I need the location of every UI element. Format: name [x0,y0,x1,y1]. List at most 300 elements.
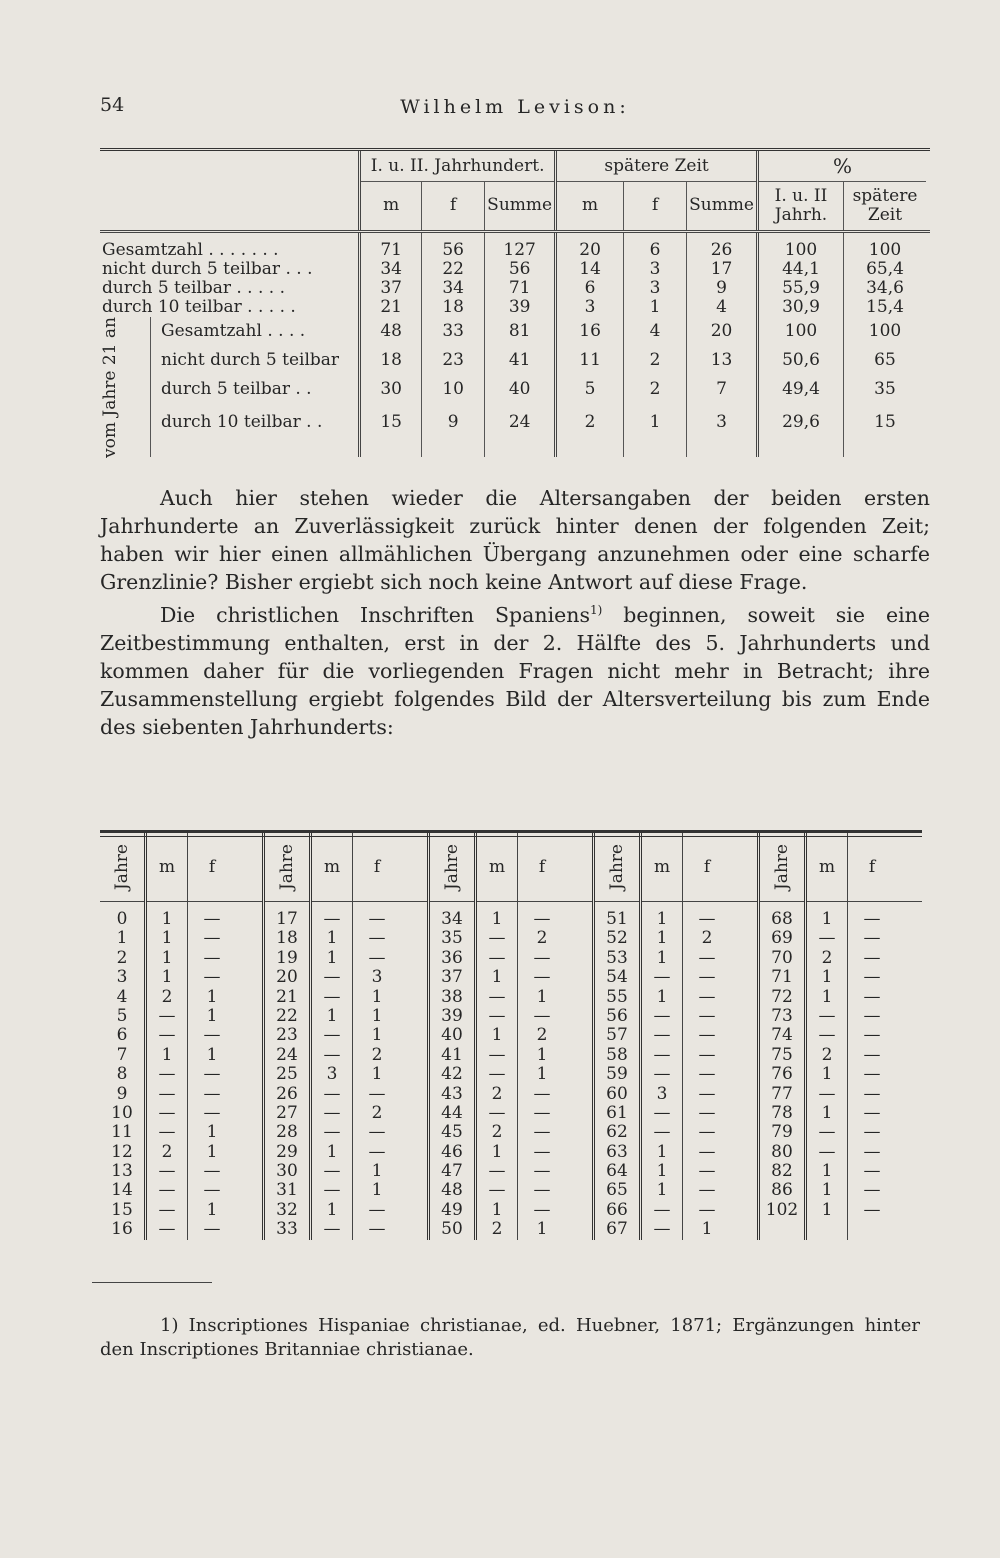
table-cell: — [698,986,716,1007]
col-header-m: m [360,182,422,232]
table-cell: — [488,1161,506,1182]
column-age [100,833,147,1240]
table-cell: 68 [771,909,793,929]
table-cell: 21 [276,986,298,1007]
table-cell: 1 [821,967,833,988]
table-cell: 1 [536,1044,548,1065]
table-cell: — [863,1044,881,1065]
column-header: Jahre [430,833,474,902]
column-header: f [683,833,731,902]
table-cell: 1 [161,967,173,988]
table-cell: 7 [116,1044,128,1065]
table-cell: 1 [161,947,173,968]
table-cell: 54 [606,967,628,988]
table-cell: 61 [606,1102,628,1123]
column-age [265,833,312,1240]
table-cell: 2 [161,1141,173,1162]
column-header: m [642,833,682,902]
column-header: m [477,833,517,902]
table-cell: — [203,967,221,988]
table-cell: 44 [441,1102,463,1123]
table-cell: — [368,1219,386,1240]
table-cell: — [698,1005,716,1026]
table-cell: — [158,1025,176,1046]
table-cell: 1 [821,1161,833,1182]
table-cell: 72 [771,986,793,1007]
table-cell: — [323,1083,341,1104]
table-cell: 46 [441,1141,463,1162]
column-header: Jahre [595,833,639,902]
table-cell: 8 [116,1064,128,1085]
column-header: Jahre [760,833,804,902]
table-cell: — [323,1161,341,1182]
table-cell: 13 [111,1161,133,1182]
table-cell: 73 [771,1005,793,1026]
column-header: f [188,833,236,902]
table-cell: 78 [771,1102,793,1123]
table-cell: — [863,1141,881,1162]
table-cell: — [698,1141,716,1162]
table-cell: 42 [441,1064,463,1085]
column-f [518,833,566,1240]
table-cell: 1 [821,1102,833,1123]
table-cell: 52 [606,928,628,949]
table-cell: 102 [765,1199,799,1220]
table-cell: 1 [116,928,128,949]
table-cell: — [203,1102,221,1123]
table-cell: 3 [656,1083,668,1104]
table-cell: 2 [821,947,833,968]
table-row: durch 10 teilbar . . . . . 21 18 39 3 1 4 30,9 15,4 [100,298,930,317]
table-cell: 19 [276,947,298,968]
table-cell: — [323,1102,341,1123]
column-m [147,833,188,1240]
table-cell: — [368,947,386,968]
table-cell: — [488,928,506,949]
table-cell: — [698,1025,716,1046]
table-cell: — [653,1005,671,1026]
age-group-column [427,833,592,1240]
table-cell: — [698,909,716,929]
table-cell: — [203,947,221,968]
page-number: 54 [100,94,125,116]
age-statistics-table [100,148,930,457]
table-cell: 77 [771,1083,793,1104]
age-group-column [262,833,427,1240]
table-cell: 1 [491,1199,503,1220]
table-cell: — [368,1199,386,1220]
table-cell: — [323,986,341,1007]
table-cell: 2 [371,1102,383,1123]
footnote-rule [92,1282,212,1283]
table-cell: 86 [771,1180,793,1201]
table-cell: 1 [206,1141,218,1162]
table-cell: 48 [441,1180,463,1201]
body-text [100,484,930,741]
running-title: Wilhelm Levison: [400,96,630,118]
table-cell: 1 [206,1005,218,1026]
table-row: nicht durch 5 teilbar 18 23 41 11 2 13 50,6 65 [100,346,930,375]
table-cell: 76 [771,1064,793,1085]
table-cell: 1 [371,1005,383,1026]
page-header [100,90,930,120]
table-cell: 51 [606,909,628,929]
column-age [430,833,477,1240]
table-cell: 3 [116,967,128,988]
column-f [848,833,896,1240]
age-group-column [592,833,757,1240]
table-cell: — [158,1064,176,1085]
table-cell: 1 [491,1141,503,1162]
table-cell: — [533,1161,551,1182]
table-cell: — [203,1083,221,1104]
table-cell: 32 [276,1199,298,1220]
table-cell: 15 [111,1199,133,1220]
table-cell: 1 [536,986,548,1007]
col-header-f: f [422,182,485,232]
table-cell: — [203,1161,221,1182]
table-cell: 1 [656,986,668,1007]
group-header-1-2-century: I. u. II. Jahrhundert. [360,151,556,182]
table-cell: 34 [441,909,463,929]
table-cell: 2 [116,947,128,968]
table-cell: 1 [536,1219,548,1240]
table-cell: 1 [821,1180,833,1201]
table-cell: 26 [276,1083,298,1104]
table-cell: 82 [771,1161,793,1182]
table-cell: 1 [161,928,173,949]
table-cell: 69 [771,928,793,949]
table-cell: 1 [821,1064,833,1085]
table-cell: 2 [161,986,173,1007]
table-cell: — [698,1102,716,1123]
table-cell: 1 [326,928,338,949]
table-cell: — [533,1141,551,1162]
table-cell: 22 [276,1005,298,1026]
table-cell: — [863,1122,881,1143]
table-cell: 1 [491,967,503,988]
table-cell: — [203,1064,221,1085]
column-header: m [312,833,352,902]
table-cell: — [653,1102,671,1123]
table-cell: 1 [491,909,503,929]
footnote: 1) Inscriptiones Hispaniae christianae, ed. Huebner, 1871; Ergänzungen hinter den Inscriptiones Britanniae christianae. [100,1315,920,1360]
table-cell: — [698,947,716,968]
table-cell: 10 [111,1102,133,1123]
table-cell: 67 [606,1219,628,1240]
table-cell: 29 [276,1141,298,1162]
table-cell: — [368,1141,386,1162]
table-cell: — [203,909,221,929]
table-cell: — [653,1122,671,1143]
table-cell: 1 [701,1219,713,1240]
table-cell: — [533,1180,551,1201]
age-group-column [100,833,262,1240]
table-cell: 1 [206,1122,218,1143]
table-cell: — [818,1122,836,1143]
column-m [477,833,518,1240]
table-cell: 1 [656,1161,668,1182]
table-cell: — [818,1083,836,1104]
table-cell: 1 [206,1199,218,1220]
table-cell: — [863,1083,881,1104]
table-cell: 3 [326,1064,338,1085]
side-label-from-year-21: vom Jahre 21 an [100,316,120,458]
table-cell: 58 [606,1044,628,1065]
table-cell: — [698,1161,716,1182]
table-cell: — [158,1161,176,1182]
age-group-column [757,833,922,1240]
table-cell: — [158,1005,176,1026]
table-cell: — [533,967,551,988]
table-cell: — [863,1180,881,1201]
table-cell: 1 [491,1025,503,1046]
table-cell: — [158,1180,176,1201]
column-header: f [848,833,896,902]
paragraph: Die christlichen Inschriften Spaniens$^{1)}$ beginnen, soweit sie eine Zeitbestimmung enthalten, erst in der 2. Hälfte des 5. Jahrhunderts und kommen daher für die vorliegenden Fragen nicht mehr in Betracht; ihre Zusammenstellung ergiebt folgendes Bild der Altersverteilung bis zum Ende des siebenten Jahrhunderts: [100,602,930,739]
table-row: durch 10 teilbar . . 15 9 24 2 1 3 29,6 15 [100,404,930,458]
table-cell: — [698,1180,716,1201]
table-cell: 14 [111,1180,133,1201]
table-cell: — [653,1064,671,1085]
table-cell: 55 [606,986,628,1007]
table-cell: 53 [606,947,628,968]
table-cell: — [863,1005,881,1026]
table-cell: 2 [536,1025,548,1046]
column-f [188,833,236,1240]
table-cell: — [203,1025,221,1046]
table-cell: — [863,928,881,949]
table-cell: 1 [371,1180,383,1201]
table-cell: — [863,1064,881,1085]
table-cell: 57 [606,1025,628,1046]
table-cell: 11 [111,1122,133,1143]
group-header-later: spätere Zeit [556,151,758,182]
table-cell: — [323,1025,341,1046]
table-cell: — [323,1180,341,1201]
table-cell: 1 [821,986,833,1007]
table-cell: 43 [441,1083,463,1104]
table-cell: — [533,947,551,968]
col-header-sum: Summe [485,182,556,232]
table-cell: — [863,909,881,929]
table-cell: — [488,1044,506,1065]
table-cell: 1 [326,1141,338,1162]
table-row: durch 5 teilbar . . 30 10 40 5 2 7 49,4 35 [100,375,930,404]
table-cell: 75 [771,1044,793,1065]
table-cell: 1 [656,1141,668,1162]
col-header-m: m [556,182,624,232]
column-m [807,833,848,1240]
table-cell: 1 [161,909,173,929]
col-header-sum: Summe [687,182,758,232]
table-row: vom Jahre 21 an Gesamtzahl . . . . 48 33 81 16 4 20 100 100 [100,317,930,346]
table-cell: 41 [441,1044,463,1065]
table-cell: — [158,1219,176,1240]
table-cell: 1 [656,909,668,929]
column-header: f [353,833,401,902]
table-cell: — [368,928,386,949]
table-cell: — [863,1102,881,1123]
table-cell: 17 [276,909,298,929]
table-cell: — [818,928,836,949]
column-m [642,833,683,1240]
column-age [760,833,807,1240]
table-cell: — [698,1044,716,1065]
col-header-f: f [624,182,687,232]
table-cell: — [368,1122,386,1143]
table-cell: — [698,1083,716,1104]
table-row: Gesamtzahl . . . . . . . 71 56 127 20 6 26 100 100 [100,231,930,260]
table-cell: 1 [656,1180,668,1201]
table-cell: 12 [111,1141,133,1162]
table-cell: 1 [371,1064,383,1085]
table-cell: — [533,1122,551,1143]
table-cell: 1 [821,1199,833,1220]
table-cell: 47 [441,1161,463,1182]
table-cell: 1 [206,986,218,1007]
table-cell: 49 [441,1199,463,1220]
table-cell: — [158,1122,176,1143]
table-cell: — [323,967,341,988]
table-cell: 5 [116,1005,128,1026]
table-cell: 1 [206,1044,218,1065]
table-cell: 1 [821,909,833,929]
table-cell: — [818,1025,836,1046]
table-cell: 79 [771,1122,793,1143]
column-header: Jahre [100,833,144,902]
table-cell: — [323,1122,341,1143]
table-cell: 65 [606,1180,628,1201]
table-cell: 1 [371,1161,383,1182]
table-cell: 80 [771,1141,793,1162]
table-cell: — [533,1005,551,1026]
table-cell: 2 [821,1044,833,1065]
table-cell: — [203,1219,221,1240]
table-cell: 24 [276,1044,298,1065]
table-cell: — [863,1199,881,1220]
column-header: m [147,833,187,902]
table-cell: 4 [116,986,128,1007]
table-cell: — [653,1025,671,1046]
table-cell: 62 [606,1122,628,1143]
table-cell: — [323,909,341,929]
table-cell: 1 [326,947,338,968]
col-header-pct-early: I. u. II Jahrh. [758,182,844,232]
table-cell: 74 [771,1025,793,1046]
table-cell: — [533,1199,551,1220]
table-cell: — [158,1199,176,1220]
paragraph: Auch hier stehen wieder die Altersangaben der beiden ersten Jahrhunderte an Zuverlässigkeit zurück hinter denen der folgenden Zeit; haben wir hier einen allmählichen Übergang anzunehmen oder eine scharfe Grenzlinie? Bisher ergiebt sich noch keine Antwort auf diese Frage. [100,486,930,594]
table-cell: 66 [606,1199,628,1220]
table-cell: 16 [111,1219,133,1240]
table-cell: 33 [276,1219,298,1240]
table-cell: 6 [116,1025,128,1046]
table-cell: — [488,947,506,968]
table-cell: — [698,1064,716,1085]
table-cell: 9 [116,1083,128,1104]
table-cell: — [863,986,881,1007]
table-cell: 28 [276,1122,298,1143]
table-cell: — [323,1219,341,1240]
column-header: Jahre [265,833,309,902]
table-cell: 71 [771,967,793,988]
table-cell: 2 [701,928,713,949]
column-f [683,833,731,1240]
table-cell: 23 [276,1025,298,1046]
table-cell: — [863,947,881,968]
table-cell: 1 [656,947,668,968]
table-cell: 18 [276,928,298,949]
table-cell: 1 [326,1005,338,1026]
table-cell: 2 [371,1044,383,1065]
table-cell: — [863,1161,881,1182]
table-cell: 64 [606,1161,628,1182]
table-cell: 39 [441,1005,463,1026]
table-cell: — [533,1102,551,1123]
table-cell: — [158,1083,176,1104]
col-header-pct-later: spätere Zeit [844,182,927,232]
table-cell: — [818,1141,836,1162]
table-cell: — [863,1025,881,1046]
table-cell: 50 [441,1219,463,1240]
table-cell: 3 [371,967,383,988]
table-cell: — [158,1102,176,1123]
table-cell: — [488,1180,506,1201]
column-age [595,833,642,1240]
table-cell: 40 [441,1025,463,1046]
table-cell: — [818,1005,836,1026]
table-cell: — [488,1005,506,1026]
table-cell: — [533,909,551,929]
group-header-percent: % [758,151,927,182]
column-header: f [518,833,566,902]
table-cell: 30 [276,1161,298,1182]
table-cell: 45 [441,1122,463,1143]
column-f [353,833,401,1240]
table-cell: — [698,1199,716,1220]
table-cell: 59 [606,1064,628,1085]
footnote-ref: 1) [590,603,603,617]
table-cell: 2 [536,928,548,949]
table-cell: 1 [536,1064,548,1085]
table-cell: 2 [491,1219,503,1240]
table-cell: 1 [326,1199,338,1220]
table-cell: — [653,1199,671,1220]
column-m [312,833,353,1240]
table-cell: — [203,928,221,949]
table-cell: 1 [371,986,383,1007]
table-cell: 0 [116,909,128,929]
table-row: durch 5 teilbar . . . . . 37 34 71 6 3 9 55,9 34,6 [100,279,930,298]
table-cell: 2 [491,1122,503,1143]
table-cell: 27 [276,1102,298,1123]
table-cell: 38 [441,986,463,1007]
table-cell: — [698,1122,716,1143]
table-cell: 60 [606,1083,628,1104]
table-cell: — [653,967,671,988]
table-cell: 2 [491,1083,503,1104]
table-cell: — [488,1064,506,1085]
table-cell: — [323,1044,341,1065]
table-cell: 1 [656,928,668,949]
age-distribution-table [100,830,922,1240]
table-cell: — [368,909,386,929]
table-cell: — [653,1044,671,1065]
table-cell: 1 [371,1025,383,1046]
table-row: nicht durch 5 teilbar . . . 34 22 56 14 3 17 44,1 65,4 [100,260,930,279]
column-header: m [807,833,847,902]
